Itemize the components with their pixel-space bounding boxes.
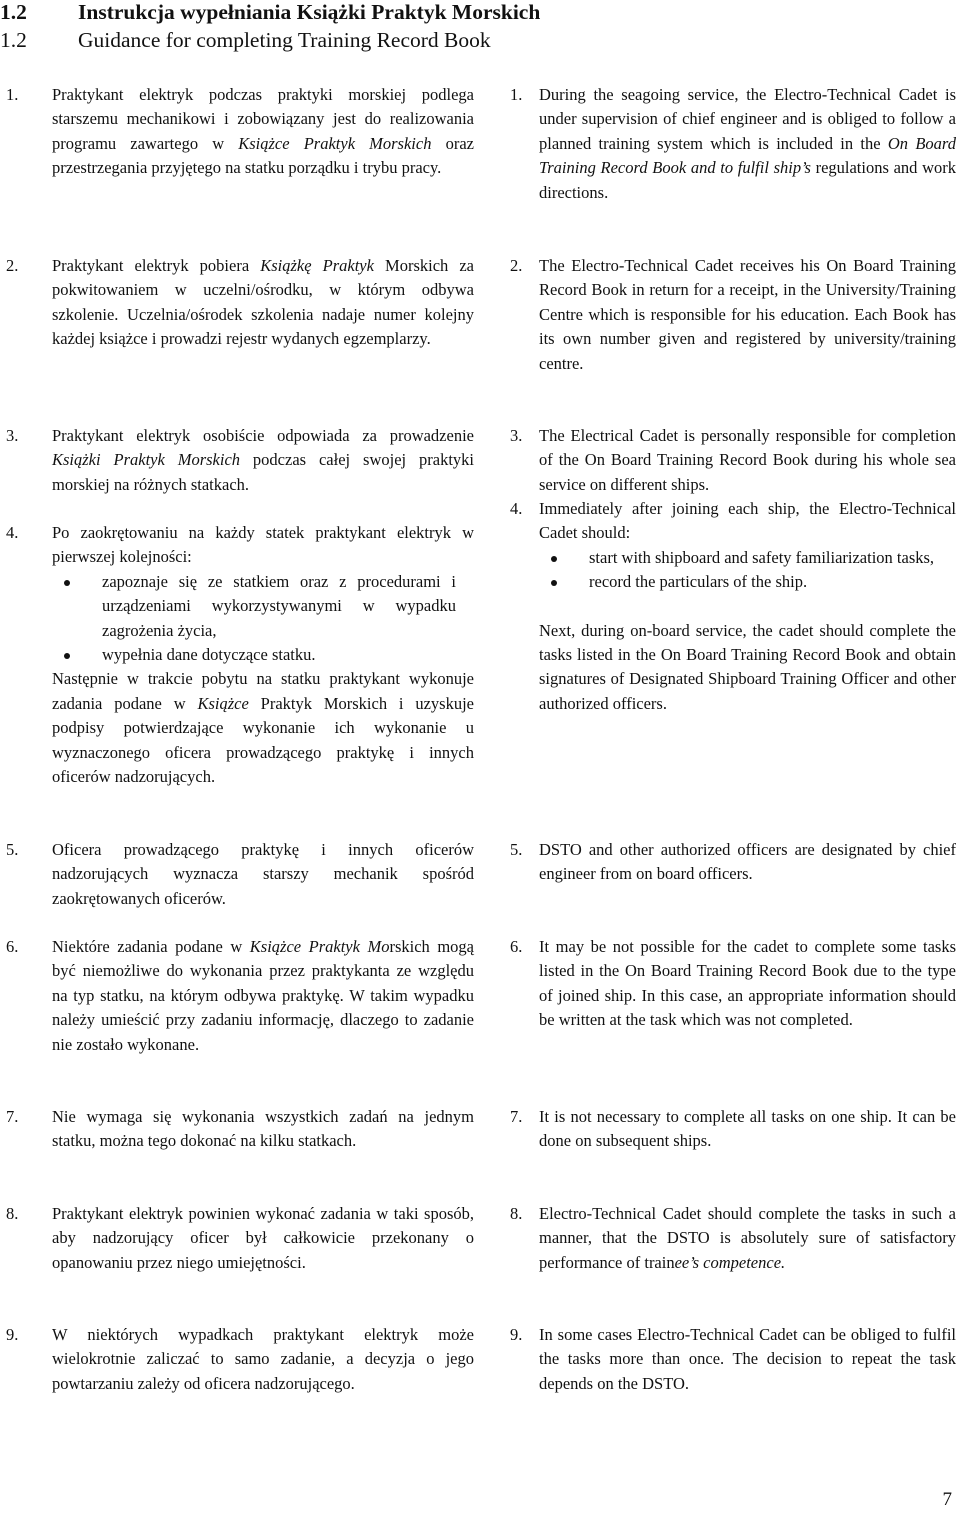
body-text: In some cases Electro-Technical Cadet can be obliged to fulfil the tasks more than once. The decision to repeat the task depends on the DSTO. xyxy=(539,1325,956,1393)
item-number: 9. xyxy=(6,1325,19,1344)
body-text: rskich mogą być niemożliwe do wykonania przez praktykanta ze względu na typ statku, na którym odbywa praktykę. W takim wypadku należy umieścić przy zadaniu informację, dlaczego to zadanie nie zostało wykonane. xyxy=(52,937,474,1054)
body-text: Morskich za pokwitowaniem w uczelni/ośrodku, w którym odbywa szkolenie. Uczelnia/ośrodek szkolenia nadaje numer kolejny każdej książce i prowadzi rejestr wydanych egzemplarzy. xyxy=(52,256,474,349)
item-number: 1. xyxy=(510,85,523,104)
bullet-text: start with shipboard and safety familiarization tasks, xyxy=(589,547,935,567)
body-text: Praktykant elektryk pobiera xyxy=(52,256,261,275)
bullet-item xyxy=(52,643,474,667)
italic-text: Książce Praktyk Morskich xyxy=(238,133,432,153)
bullet-dot-icon xyxy=(551,556,557,562)
item-text xyxy=(539,935,956,1033)
body-text: It is not necessary to complete all tasks on one ship. It can be done on subsequent ships. xyxy=(539,1107,956,1151)
italic-text: Książkę Praktyk xyxy=(260,256,374,275)
item-number: 4. xyxy=(6,523,19,542)
item-followup xyxy=(52,667,474,789)
instruction-item xyxy=(510,83,956,205)
item-number: 3. xyxy=(6,426,19,445)
item-text xyxy=(52,838,474,911)
item-number: 8. xyxy=(510,1204,523,1223)
body-text: The Electro-Technical Cadet receives his On Board Training Record Book in return for a receipt, in the University/Training Centre which is responsible for his education. Each Book has its own number given and registered by university/training centre. xyxy=(539,256,956,373)
instruction-item xyxy=(0,1323,474,1396)
instruction-item xyxy=(510,1323,956,1396)
item-text xyxy=(539,1323,956,1396)
bullet-text: wypełnia dane dotyczące statku. xyxy=(102,645,316,665)
bullet-item xyxy=(52,570,474,643)
item-text xyxy=(52,1202,474,1275)
item-text xyxy=(52,424,474,497)
item-text xyxy=(539,1105,956,1154)
bullet-dot-icon xyxy=(551,580,557,586)
section-number: 1.2 xyxy=(0,0,27,24)
item-number: 1. xyxy=(6,85,19,104)
item-text xyxy=(52,935,474,1057)
item-number: 2. xyxy=(510,256,523,275)
item-number: 2. xyxy=(6,256,19,275)
section-number: 1.2 xyxy=(0,28,27,52)
instruction-item xyxy=(0,521,474,789)
italic-text: Książki Praktyk Morskich xyxy=(52,450,241,470)
item-number: 7. xyxy=(6,1107,19,1126)
instruction-item xyxy=(510,1202,956,1275)
body-text: During the seagoing service, the Electro-Technical Cadet is under supervision of chief engineer and is obliged to follow a planned training system which is included in the xyxy=(539,85,956,153)
item-text xyxy=(539,1202,956,1275)
item-text xyxy=(539,497,956,716)
italic-text: ee’s competence. xyxy=(674,1252,786,1272)
instruction-item xyxy=(0,1105,474,1154)
bullet-dot-icon xyxy=(64,580,70,586)
instruction-item xyxy=(0,83,474,181)
section-heading-english xyxy=(0,28,491,53)
item-number: 6. xyxy=(6,937,19,956)
item-number: 5. xyxy=(6,840,19,859)
instruction-item xyxy=(0,935,474,1057)
body-text: Oficera prowadzącego praktykę i innych oficerów nadzorujących wyznacza starszy mechanik spośród zaokrętowanych oficerów. xyxy=(52,840,474,908)
italic-text: Książce Praktyk Mo xyxy=(249,937,390,956)
item-number: 4. xyxy=(510,499,523,518)
item-followup xyxy=(539,619,956,717)
item-intro: Immediately after joining each ship, the Electro-Technical Cadet should: xyxy=(539,499,956,543)
page-number: 7 xyxy=(942,1489,952,1510)
section-title: Instrukcja wypełniania Książki Praktyk Morskich xyxy=(78,0,541,24)
section-heading-polish xyxy=(0,0,540,25)
instruction-item xyxy=(510,1105,956,1154)
section-title: Guidance for completing Training Record Book xyxy=(78,28,491,52)
paragraph-gap xyxy=(539,595,956,619)
body-text: Następnie w trakcie pobytu na statku praktykant wykonuje zadania podane w xyxy=(52,669,474,713)
item-number: 3. xyxy=(510,426,523,445)
item-text xyxy=(539,424,956,497)
body-text: Niektóre zadania podane w xyxy=(52,937,250,956)
item-text xyxy=(52,83,474,181)
body-text: Praktyk Morskich i uzyskuje podpisy potwierdzające wykonanie ich wykonanie u wyznaczonego oficera prowadzącego praktykę i innych oficerów nadzorujących. xyxy=(52,693,474,787)
body-text: oraz przestrzegania przyjętego na statku porządku i trybu pracy. xyxy=(52,133,474,178)
body-text: Next, during on-board service, the cadet should complete the tasks listed in the On Board Training Record Book and obtain signatures of Designated Shipboard Training Officer and other authorized officers. xyxy=(539,620,956,713)
instruction-item xyxy=(0,838,474,911)
body-text: podczas całej swojej praktyki morskiej na różnych statkach. xyxy=(52,450,474,494)
instruction-item xyxy=(510,254,956,376)
body-text: Praktykant elektryk osobiście odpowiada za prowadzenie xyxy=(52,426,474,445)
bullet-text: zapoznaje się ze statkiem oraz z procedurami i urządzeniami wykorzystywanymi w wypadku zagrożenia życia, xyxy=(102,571,456,640)
item-number: 6. xyxy=(510,937,523,956)
item-text xyxy=(52,1105,474,1154)
bullet-item xyxy=(539,546,956,570)
bullet-item xyxy=(539,570,956,594)
body-text: It may be not possible for the cadet to complete some tasks listed in the On Board Training Record Book due to the type of joined ship. In this case, an appropriate information should be written at the task which was not completed. xyxy=(539,937,956,1030)
body-text: Nie wymaga się wykonania wszystkich zadań na jednym statku, można tego dokonać na kilku statkach. xyxy=(52,1107,474,1151)
body-text: regulations and work directions. xyxy=(539,158,956,202)
bullet-dot-icon xyxy=(64,653,70,659)
item-text xyxy=(52,521,474,789)
body-text: W niektórych wypadkach praktykant elektryk może wielokrotnie zaliczać to samo zadanie, a decyzja o jego powtarzaniu zależy od oficera nadzorującego. xyxy=(52,1325,474,1393)
body-text: Praktykant elektryk podczas praktyki morskiej podlega starszemu mechanikowi i zobowiązany jest do realizowania programu zawartego w xyxy=(52,85,474,153)
instruction-item xyxy=(510,838,956,887)
body-text: DSTO and other authorized officers are designated by chief engineer from on board officers. xyxy=(539,840,956,884)
instruction-item xyxy=(510,935,956,1033)
italic-text: On Board Training Record Book and to fulfil ship’s xyxy=(539,133,956,178)
bullet-list xyxy=(539,546,956,595)
item-text xyxy=(539,83,956,205)
item-number: 8. xyxy=(6,1204,19,1223)
instruction-item xyxy=(0,1202,474,1275)
item-text xyxy=(52,1323,474,1396)
instruction-item xyxy=(510,424,956,497)
instruction-item xyxy=(0,424,474,497)
item-intro: Po zaokrętowaniu na każdy statek praktykant elektryk w pierwszej kolejności: xyxy=(52,523,474,567)
instruction-item xyxy=(0,254,474,352)
body-text: Electro-Technical Cadet should complete the tasks in such a manner, that the DSTO is absolutely sure of satisfactory performance of train xyxy=(539,1204,956,1272)
item-text xyxy=(52,254,474,352)
bullet-text: record the particulars of the ship. xyxy=(589,572,808,592)
item-text xyxy=(539,254,956,376)
item-number: 5. xyxy=(510,840,523,859)
italic-text: Książce xyxy=(197,693,249,713)
item-text xyxy=(539,838,956,887)
body-text: The Electrical Cadet is personally responsible for completion of the On Board Training Record Book during his whole sea service on different ships. xyxy=(539,426,956,494)
body-text: Praktykant elektryk powinien wykonać zadania w taki sposób, aby nadzorujący oficer był całkowicie przekonany o opanowaniu przez niego umiejętności. xyxy=(52,1204,474,1272)
item-number: 9. xyxy=(510,1325,523,1344)
bullet-list xyxy=(52,570,474,668)
item-number: 7. xyxy=(510,1107,523,1126)
instruction-item xyxy=(510,497,956,716)
